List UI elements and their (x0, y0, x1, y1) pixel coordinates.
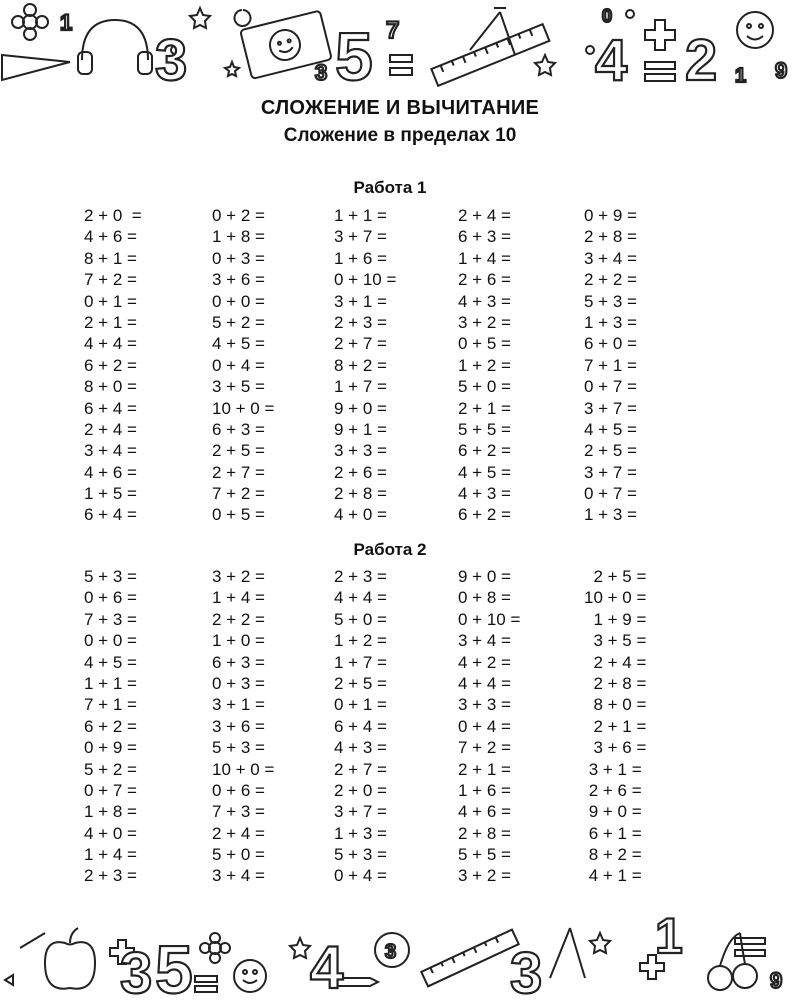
exercise-row (0, 801, 800, 822)
exercise-cell: 1 + 6 = (334, 248, 387, 268)
exercise-cell: 3 + 4 = (458, 631, 511, 651)
exercise-cell: 4 + 5 = (84, 652, 137, 672)
doodle-digit: 9 (775, 58, 788, 83)
exercise-cell: 1 + 5 = (84, 484, 137, 504)
exercise-cell: 0 + 5 = (458, 334, 511, 354)
exercise-cell: 8 + 0 = (84, 377, 137, 397)
exercise-cell: 7 + 1 = (584, 355, 637, 375)
exercise-cell: 0 + 1 = (84, 291, 137, 311)
exercise-cell: 2 + 3 = (334, 567, 387, 586)
exercise-cell: 0 + 4 = (334, 866, 387, 886)
exercise-cell: 1 + 4 = (212, 588, 265, 608)
compass-icon (470, 8, 515, 55)
doodle-digit: 1 (60, 10, 73, 35)
exercise-cell: 0 + 0 = (212, 291, 265, 311)
exercise-cell: 3 + 7 = (584, 462, 637, 482)
exercise-cell: 3 + 5 = (584, 631, 647, 651)
exercise-cell: 2 + 8 = (584, 673, 647, 693)
exercise-row (0, 355, 800, 376)
exercise-cell: 0 + 3 = (212, 673, 265, 693)
exercise-cell: 3 + 2 = (212, 567, 265, 586)
exercise-cell: 3 + 1 = (584, 759, 642, 779)
exercise-row (0, 609, 800, 630)
exercise-cell: 5 + 0 = (212, 845, 265, 865)
exercise-cell: 5 + 2 = (212, 312, 265, 332)
exercise-cell: 1 + 7 = (334, 377, 387, 397)
exercise-cell: 1 + 1 = (334, 206, 387, 225)
exercise-cell: 2 + 0 = (334, 780, 387, 800)
exercise-cell: 0 + 1 = (334, 695, 387, 715)
exercise-cell: 0 + 5 = (212, 505, 265, 525)
exercise-cell: 2 + 5 = (584, 441, 637, 461)
exercise-cell: 4 + 4 = (334, 588, 387, 608)
doodle-digit: 3 (510, 941, 543, 1000)
exercise-cell: 3 + 2 = (458, 312, 511, 332)
exercise-cell: 1 + 1 = (84, 673, 137, 693)
exercise-row (0, 419, 800, 440)
exercise-cell: 0 + 2 = (212, 206, 265, 225)
exercise-cell: 1 + 4 = (84, 845, 137, 865)
exercise-row (0, 312, 800, 333)
exercise-cell: 1 + 3 = (334, 823, 387, 843)
exercise-cell: 4 + 5 = (212, 334, 265, 354)
doodle-digit: 4 (595, 28, 628, 92)
exercise-cell: 0 + 10 = (458, 609, 521, 629)
doodle-digit: 0 (602, 6, 613, 26)
section-title-work-2: Работа 2 (353, 540, 427, 559)
doodle-digit: 7 (386, 17, 400, 44)
exercise-row (0, 205, 800, 226)
exercise-cell: 6 + 3 = (458, 227, 511, 247)
exercise-cell: 2 + 4 = (84, 419, 137, 439)
smiley-face-icon (234, 960, 266, 992)
exercise-cell: 3 + 4 = (84, 441, 137, 461)
exercise-row (0, 269, 800, 290)
doodle-digit: 5 (155, 932, 193, 1000)
exercise-cell: 6 + 2 = (458, 441, 511, 461)
exercise-cell: 0 + 6 = (212, 780, 265, 800)
exercise-row (0, 759, 800, 780)
triangle-ruler-icon (2, 55, 70, 80)
exercise-cell: 3 + 1 = (334, 291, 387, 311)
exercise-cell: 6 + 4 = (84, 398, 137, 418)
page-header (0, 94, 800, 150)
exercise-cell: 1 + 2 = (334, 631, 387, 651)
exercise-grid-work-1 (0, 205, 800, 526)
exercise-cell: 4 + 6 = (458, 802, 511, 822)
exercise-row (0, 652, 800, 673)
exercise-cell: 0 + 7 = (584, 484, 637, 504)
exercise-cell: 4 + 5 = (458, 462, 511, 482)
exercise-cell: 5 + 3 = (584, 291, 637, 311)
exercise-row (0, 566, 800, 587)
exercise-row (0, 333, 800, 354)
doodle-digit: 1 (655, 908, 683, 964)
star-icon (290, 938, 310, 958)
exercise-cell: 3 + 4 = (212, 866, 265, 886)
exercise-cell: 2 + 5 = (334, 673, 387, 693)
exercise-cell: 7 + 3 = (84, 609, 137, 629)
exercise-cell: 2 + 1 = (458, 398, 511, 418)
exercise-cell: 7 + 3 = (212, 802, 265, 822)
exercise-cell: 6 + 2 = (84, 355, 137, 375)
exercise-row (0, 716, 800, 737)
exercise-cell: 3 + 1 = (212, 695, 265, 715)
doodle-digit: 3 (120, 941, 153, 1000)
exercise-row (0, 291, 800, 312)
doodle-digit: 1 (735, 65, 747, 87)
exercise-row (0, 780, 800, 801)
exercise-cell: 1 + 6 = (458, 780, 511, 800)
top-doodle-border (0, 0, 800, 92)
exercise-cell: 5 + 2 = (84, 759, 137, 779)
exercise-cell: 1 + 2 = (458, 355, 511, 375)
exercise-cell: 0 + 6 = (84, 588, 137, 608)
exercise-cell: 2 + 1 = (84, 312, 137, 332)
exercise-cell: 4 + 3 = (458, 484, 511, 504)
exercise-row (0, 587, 800, 608)
exercise-cell: 1 + 7 = (334, 652, 387, 672)
exercise-cell: 2 + 1 = (584, 716, 647, 736)
exercise-row (0, 376, 800, 397)
exercise-cell: 2 + 2 = (584, 270, 637, 290)
ruler-icon (421, 930, 518, 987)
exercise-cell: 6 + 3 = (212, 419, 265, 439)
exercise-cell: 5 + 3 = (212, 738, 265, 758)
exercise-cell: 3 + 7 = (334, 227, 387, 247)
exercise-cell: 2 + 5 = (212, 441, 265, 461)
exercise-cell: 0 + 4 = (212, 355, 265, 375)
exercise-cell: 8 + 2 = (334, 355, 387, 375)
section-title-work-1: Работа 1 (353, 178, 427, 197)
exercise-cell: 0 + 8 = (458, 588, 511, 608)
flower-icon (23, 15, 37, 29)
exercise-cell: 4 + 1 = (584, 866, 642, 886)
exercise-cell: 0 + 9 = (584, 206, 637, 225)
exercise-cell: 4 + 0 = (84, 823, 137, 843)
exercise-cell: 2 + 8 = (334, 484, 387, 504)
doodle-digit: 3 (155, 28, 188, 92)
exercise-cell: 3 + 6 = (212, 716, 265, 736)
doodle-digit: 4 (310, 934, 344, 1000)
cherries-icon (708, 933, 757, 990)
exercise-cell: 6 + 0 = (584, 334, 637, 354)
exercise-cell: 2 + 3 = (84, 866, 137, 886)
exercise-row (0, 504, 800, 525)
exercise-cell: 2 + 5 = (584, 567, 647, 586)
exercise-row (0, 673, 800, 694)
exercise-cell: 5 + 0 = (334, 609, 387, 629)
exercise-cell: 4 + 5 = (584, 419, 637, 439)
exercise-cell: 1 + 8 = (212, 227, 265, 247)
exercise-cell: 5 + 3 = (84, 567, 137, 586)
exercise-cell: 6 + 2 = (458, 505, 511, 525)
exercise-row (0, 226, 800, 247)
exercise-row (0, 865, 800, 886)
exercise-cell: 1 + 3 = (584, 312, 637, 332)
exercise-cell: 4 + 4 = (84, 334, 137, 354)
doodle-digit: 2 (685, 28, 718, 92)
exercise-cell: 0 + 3 = (212, 248, 265, 268)
exercise-cell: 2 + 6 = (334, 462, 387, 482)
exercise-row (0, 483, 800, 504)
exercise-cell: 4 + 2 = (458, 652, 511, 672)
exercise-cell: 1 + 8 = (84, 802, 137, 822)
exercise-row (0, 694, 800, 715)
page-title: СЛОЖЕНИЕ И ВЫЧИТАНИЕ (260, 97, 540, 119)
top-doodle-illustration (0, 0, 800, 92)
exercise-row (0, 440, 800, 461)
exercise-cell: 6 + 1 = (584, 823, 642, 843)
exercise-cell: 9 + 0 = (334, 398, 387, 418)
exercise-cell: 3 + 7 = (334, 802, 387, 822)
ruler-icon (431, 24, 549, 86)
exercise-cell: 0 + 4 = (458, 716, 511, 736)
exercise-cell: 8 + 2 = (584, 845, 642, 865)
exercise-cell: 4 + 6 = (84, 462, 137, 482)
exercise-cell: 1 + 4 = (458, 248, 511, 268)
exercise-cell: 2 + 6 = (584, 780, 642, 800)
smiley-face-icon (737, 12, 773, 48)
exercise-cell: 2 + 2 = (212, 609, 265, 629)
exercise-cell: 2 + 1 = (458, 759, 511, 779)
exercise-cell: 2 + 4 = (458, 206, 511, 225)
exercise-cell: 0 + 7 = (84, 780, 137, 800)
exercise-cell: 10 + 0 = (584, 588, 647, 608)
exercise-cell: 6 + 4 = (84, 505, 137, 525)
exercise-cell: 3 + 4 = (584, 248, 637, 268)
exercise-cell: 2 + 7 = (334, 334, 387, 354)
bottom-doodle-border (0, 908, 800, 1000)
exercise-cell: 3 + 6 = (212, 270, 265, 290)
exercise-cell: 0 + 9 = (84, 738, 137, 758)
compass-icon (550, 928, 585, 978)
exercise-cell: 2 + 7 = (334, 759, 387, 779)
exercise-cell: 9 + 0 = (584, 802, 642, 822)
exercise-cell: 4 + 4 = (458, 673, 511, 693)
exercise-cell: 3 + 6 = (584, 738, 647, 758)
exercise-cell: 5 + 5 = (458, 845, 511, 865)
exercise-cell: 5 + 3 = (334, 845, 387, 865)
exercise-cell: 7 + 2 = (84, 270, 137, 290)
apple-icon (45, 928, 95, 989)
exercise-cell: 3 + 3 = (334, 441, 387, 461)
exercise-cell: 4 + 6 = (84, 227, 137, 247)
exercise-cell: 2 + 6 = (458, 270, 511, 290)
exercise-cell: 4 + 0 = (334, 505, 387, 525)
exercise-row (0, 737, 800, 758)
exercise-cell: 7 + 2 = (212, 484, 265, 504)
exercise-cell: 2 + 8 = (584, 227, 637, 247)
exercise-row (0, 398, 800, 419)
exercise-cell: 2 + 4 = (584, 652, 647, 672)
exercise-cell: 9 + 1 = (334, 419, 387, 439)
exercise-cell: 1 + 0 = (212, 631, 265, 651)
exercise-cell: 6 + 2 = (84, 716, 137, 736)
exercise-cell: 9 + 0 = (458, 567, 511, 586)
exercise-row (0, 630, 800, 651)
exercise-cell: 6 + 3 = (212, 652, 265, 672)
exercise-cell: 0 + 0 = (84, 631, 137, 651)
exercise-cell: 2 + 4 = (212, 823, 265, 843)
exercise-cell: 3 + 3 = (458, 695, 511, 715)
exercise-cell: 0 + 10 = (334, 270, 397, 290)
exercise-row (0, 248, 800, 269)
exercise-cell: 2 + 0 = (84, 206, 142, 225)
exercise-cell: 1 + 9 = (584, 609, 647, 629)
exercise-cell: 5 + 5 = (458, 419, 511, 439)
exercise-cell: 10 + 0 = (212, 759, 275, 779)
exercise-cell: 4 + 3 = (334, 738, 387, 758)
page-subtitle: Сложение в пределах 10 (283, 125, 517, 146)
exercise-cell: 8 + 1 = (84, 248, 137, 268)
exercise-cell: 6 + 4 = (334, 716, 387, 736)
exercise-cell: 2 + 8 = (458, 823, 511, 843)
exercise-cell: 1 + 3 = (584, 505, 637, 525)
exercise-cell: 0 + 7 = (584, 377, 637, 397)
exercise-cell: 3 + 2 = (458, 866, 511, 886)
plus-icon (645, 20, 675, 50)
doodle-digit: 5 (335, 19, 373, 92)
exercise-row (0, 823, 800, 844)
exercise-grid-work-2 (0, 566, 800, 887)
exercise-cell: 2 + 7 = (212, 462, 265, 482)
exercise-cell: 7 + 2 = (458, 738, 511, 758)
exercise-cell: 3 + 7 = (584, 398, 637, 418)
doodle-digit: 3 (385, 941, 397, 963)
bottom-doodle-illustration (0, 908, 800, 1000)
exercise-cell: 2 + 3 = (334, 312, 387, 332)
doodle-digit: 9 (770, 968, 783, 993)
exercise-cell: 4 + 3 = (458, 291, 511, 311)
exercise-cell: 10 + 0 = (212, 398, 275, 418)
exercise-cell: 7 + 1 = (84, 695, 137, 715)
exercise-row (0, 844, 800, 865)
exercise-cell: 8 + 0 = (584, 695, 647, 715)
exercise-cell: 5 + 0 = (458, 377, 511, 397)
exercise-cell: 3 + 5 = (212, 377, 265, 397)
doodle-digit: 3 (315, 60, 328, 85)
star-icon (190, 8, 210, 28)
exercise-row (0, 462, 800, 483)
